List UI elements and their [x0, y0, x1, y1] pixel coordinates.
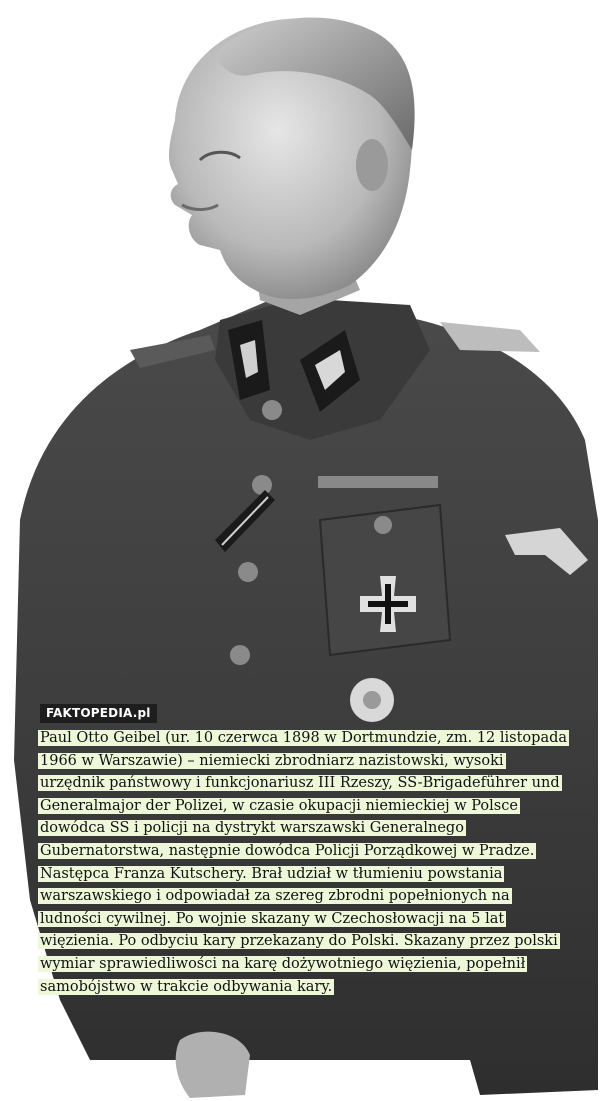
caption-line: dowódca SS i policji na dystrykt warszawski Generalnego: [40, 820, 464, 837]
caption-line: warszawskiego i odpowiadał za szereg zbrodni popełnionych na: [40, 888, 510, 905]
caption-line: Paul Otto Geibel (ur. 10 czerwca 1898 w Dortmundzie, zm. 12 listopada: [40, 730, 568, 746]
caption-line: Gubernatorstwa, następnie dowódca Policji Porządkowej w Pradze.: [40, 842, 535, 859]
caption-line: Następca Franza Kutschery. Brał udział w tłumieniu powstania: [40, 865, 503, 882]
star-badge: [350, 678, 394, 722]
caption-line: więzienia. Po odbyciu kary przekazany do Polski. Skazany przez polski: [40, 933, 558, 950]
caption-line: urzędnik państwowy i funkcjonariusz III Rzeszy, SS-Brigadeführer und: [40, 775, 560, 792]
caption-line: samobójstwo w trakcie odbywania kary.: [40, 978, 333, 995]
caption-line: Generalmajor der Polizei, w czasie okupacji niemieckiej w Polsce: [40, 797, 518, 814]
caption-line: 1966 w Warszawie) – niemiecki zbrodniarz nazistowski, wysoki: [40, 752, 504, 769]
caption-text: [38, 727, 578, 998]
hand: [176, 1032, 250, 1098]
caption-line: wymiar sprawiedliwości na karę dożywotniego więzienia, popełnił: [40, 955, 526, 972]
brand-label: FAKTOPEDIA.pl: [40, 704, 157, 723]
caption-line: ludności cywilnej. Po wojnie skazany w Czechosłowacji na 5 lat: [40, 910, 505, 927]
